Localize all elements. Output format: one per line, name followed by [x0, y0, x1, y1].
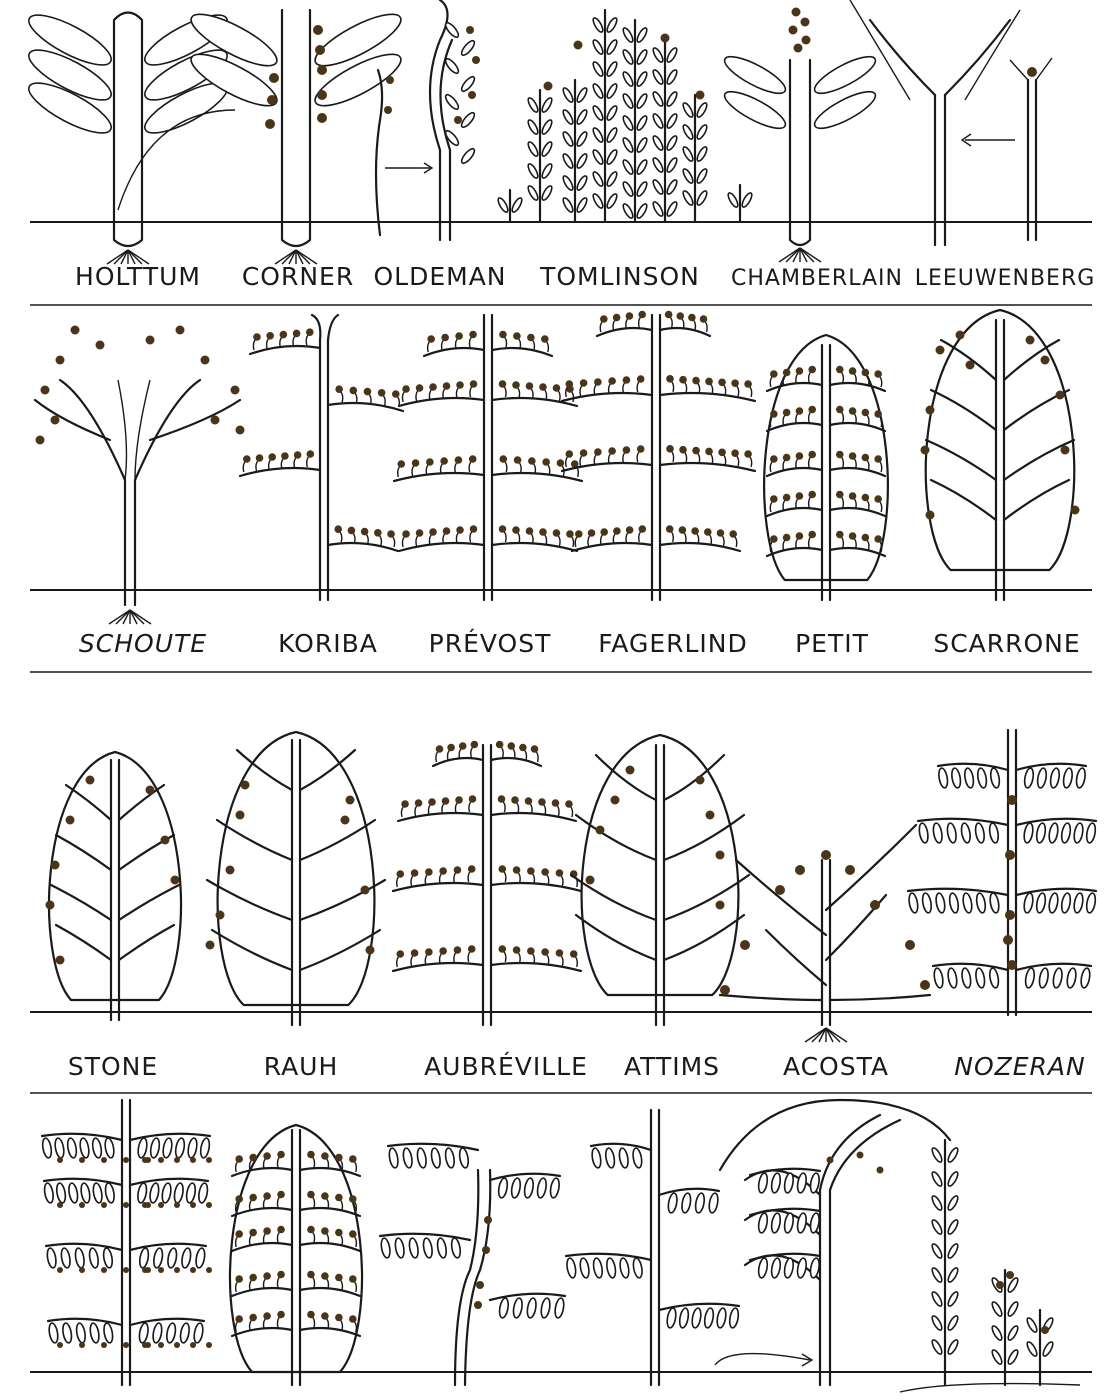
tree-attims — [571, 735, 749, 1025]
model-label: SCARRONE — [933, 629, 1081, 658]
tree-rauh — [206, 732, 386, 1025]
model-label: PETIT — [795, 629, 869, 658]
model-label: TOMLINSON — [540, 262, 700, 291]
tree-row4-c — [380, 1144, 565, 1385]
tree-prevost — [394, 315, 582, 600]
model-label: CHAMBERLAIN — [731, 266, 903, 291]
model-label: AUBRÉVILLE — [424, 1052, 588, 1081]
tree-schoute — [35, 326, 245, 625]
tree-tomlinson — [496, 10, 753, 222]
model-label: OLDEMAN — [373, 262, 507, 291]
tree-oldeman — [376, 0, 480, 240]
tree-row4-f — [900, 1140, 1080, 1392]
model-label: SCHOUTE — [78, 629, 208, 658]
tree-stone — [46, 752, 181, 1020]
tree-fagerlind — [562, 311, 755, 600]
model-label: STONE — [67, 1052, 159, 1081]
model-label: CORNER — [241, 262, 355, 291]
model-label: PRÉVOST — [428, 629, 552, 658]
model-label: RAUH — [263, 1052, 339, 1081]
tree-aubreville — [393, 741, 581, 1025]
tree-leeuwenberg — [850, 0, 1052, 245]
model-label: ACOSTA — [782, 1052, 890, 1081]
model-label: ATTIMS — [623, 1052, 721, 1081]
model-label: NOZERAN — [954, 1052, 1086, 1081]
tree-nozeran — [908, 730, 1097, 1015]
tree-holttum — [23, 6, 235, 264]
tree-row4-d — [566, 1110, 812, 1385]
tree-chamberlain — [720, 8, 879, 263]
tree-row4-a — [41, 1100, 212, 1385]
tree-acosta — [720, 825, 930, 1042]
tree-diagrams — [23, 0, 1097, 1392]
tree-row4-e — [720, 1100, 950, 1385]
model-label: FAGERLIND — [598, 629, 748, 658]
tree-koriba — [240, 315, 403, 600]
model-label: KORIBA — [278, 629, 378, 658]
tree-corner — [185, 5, 407, 264]
tree-row4-b — [230, 1125, 362, 1385]
tree-petit — [764, 335, 888, 600]
model-label: LEEUWENBERG — [914, 266, 1096, 291]
tree-scarrone — [921, 310, 1080, 600]
model-label: HOLTTUM — [75, 262, 201, 291]
